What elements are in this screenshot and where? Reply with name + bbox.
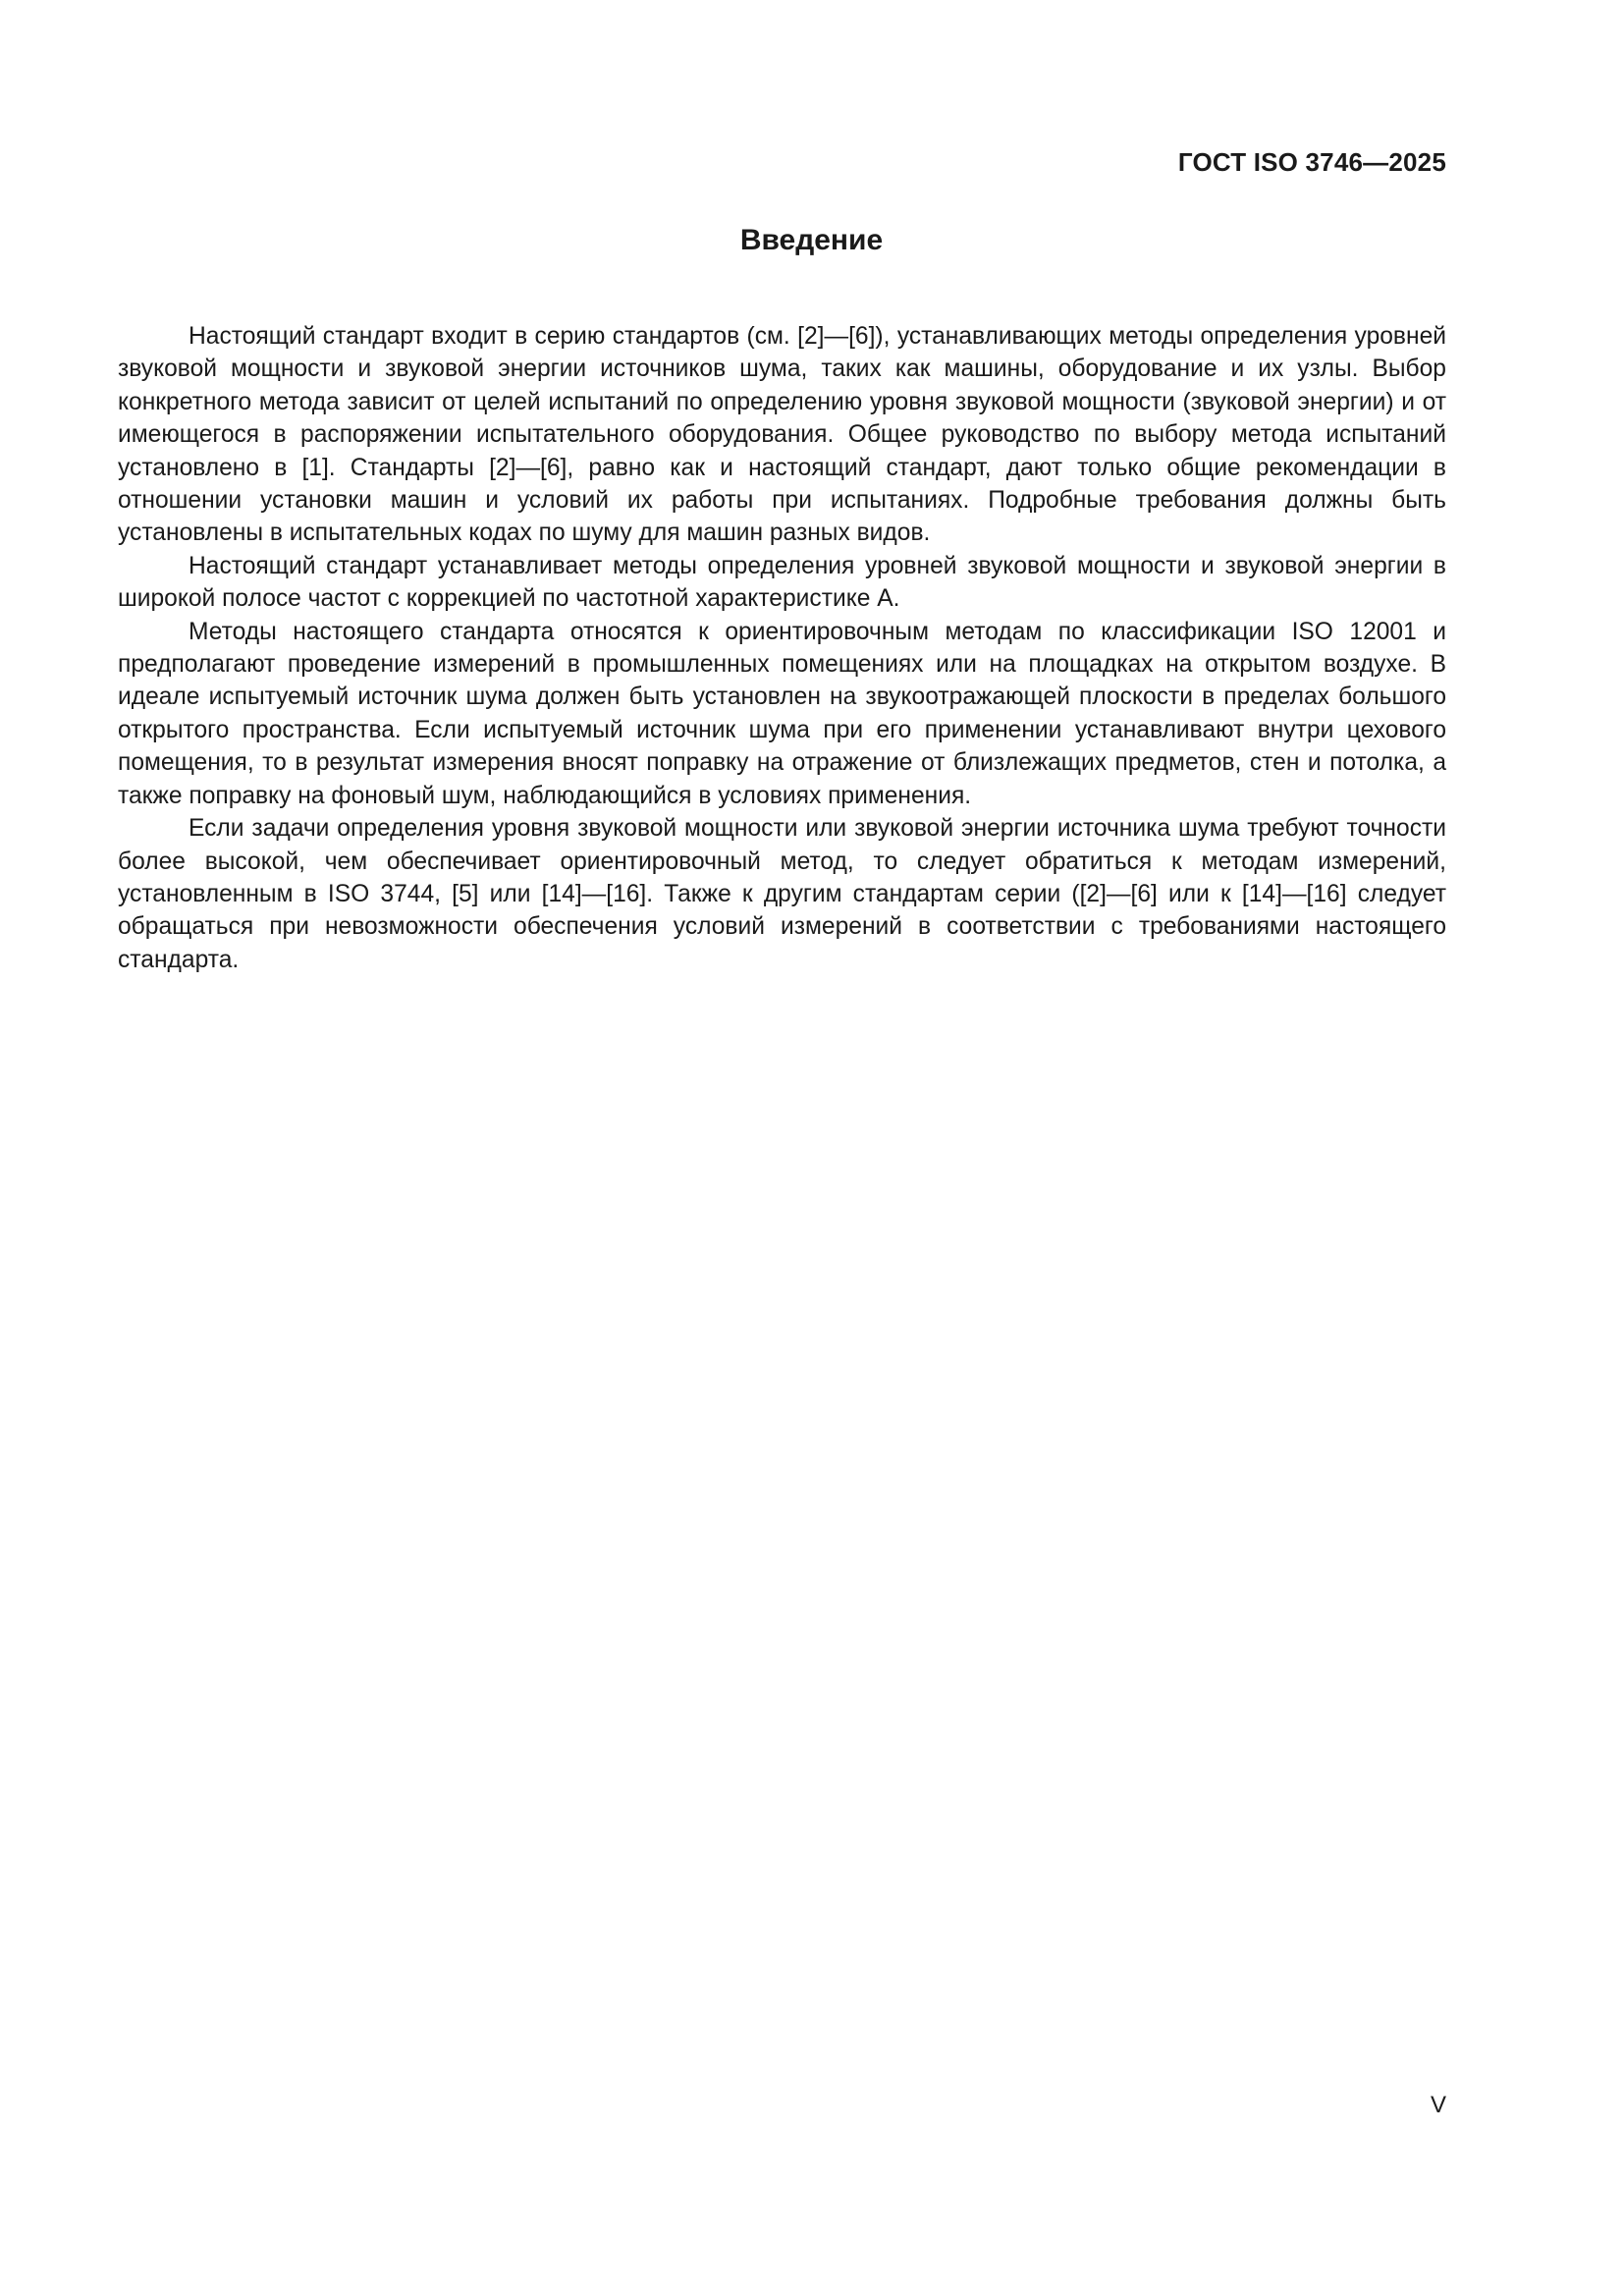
paragraph: Настоящий стандарт устанавливает методы определения уровней звуковой мощности и звуковой энергии в широкой полосе частот с коррекцией по частотной характеристике А. bbox=[118, 552, 1446, 613]
paragraph: Методы настоящего стандарта относятся к ориентировочным методам по классификации ISO 12001 и предполагают проведение измерений в промышленных помещениях или на площадках на открытом воздухе. В идеале испытуемый источник шума должен быть установлен на звукоотражающей плоскости в пределах большого открытого пространства. Если испытуемый источник шума при его применении устанавливают внутри цехового помещения, то в результат измерения вносят поправку на отражение от близлежащих предметов, стен и потолка, а также поправку на фоновый шум, наблюдающийся в условиях применения. bbox=[118, 618, 1446, 809]
paragraph: Если задачи определения уровня звуковой мощности или звуковой энергии источника шума требуют точности более высокой, чем обеспечивает ориентировочный метод, то следует обратиться к методам измерений, установленным в ISO 3744, [5] или [14]—[16]. Также к другим стандартам серии ([2]—[6] или к [14]—[16] следует обращаться при невозможности обеспечения условий измерений в соответствии с требованиями настоящего стандарта. bbox=[118, 815, 1446, 973]
body-text bbox=[118, 320, 1446, 976]
paragraph: Настоящий стандарт входит в серию стандартов (см. [2]—[6]), устанавливающих методы определения уровней звуковой мощности и звуковой энергии источников шума, таких как машины, оборудование и их узлы. Выбор конкретного метода зависит от целей испытаний по определению уровня звуковой мощности (звуковой энергии) и от имеющегося в распоряжении испытательного оборудования. Общее руководство по выбору метода испытаний установлено в [1]. Стандарты [2]—[6], равно как и настоящий стандарт, дают только общие рекомендации в отношении установки машин и условий их работы при испытаниях. Подробные требования должны быть установлены в испытательных кодах по шуму для машин разных видов. bbox=[118, 323, 1446, 547]
section-title: Введение bbox=[739, 224, 884, 256]
page-number: V bbox=[1430, 2092, 1446, 2118]
document-code: ГОСТ ISO 3746—2025 bbox=[1177, 147, 1446, 177]
